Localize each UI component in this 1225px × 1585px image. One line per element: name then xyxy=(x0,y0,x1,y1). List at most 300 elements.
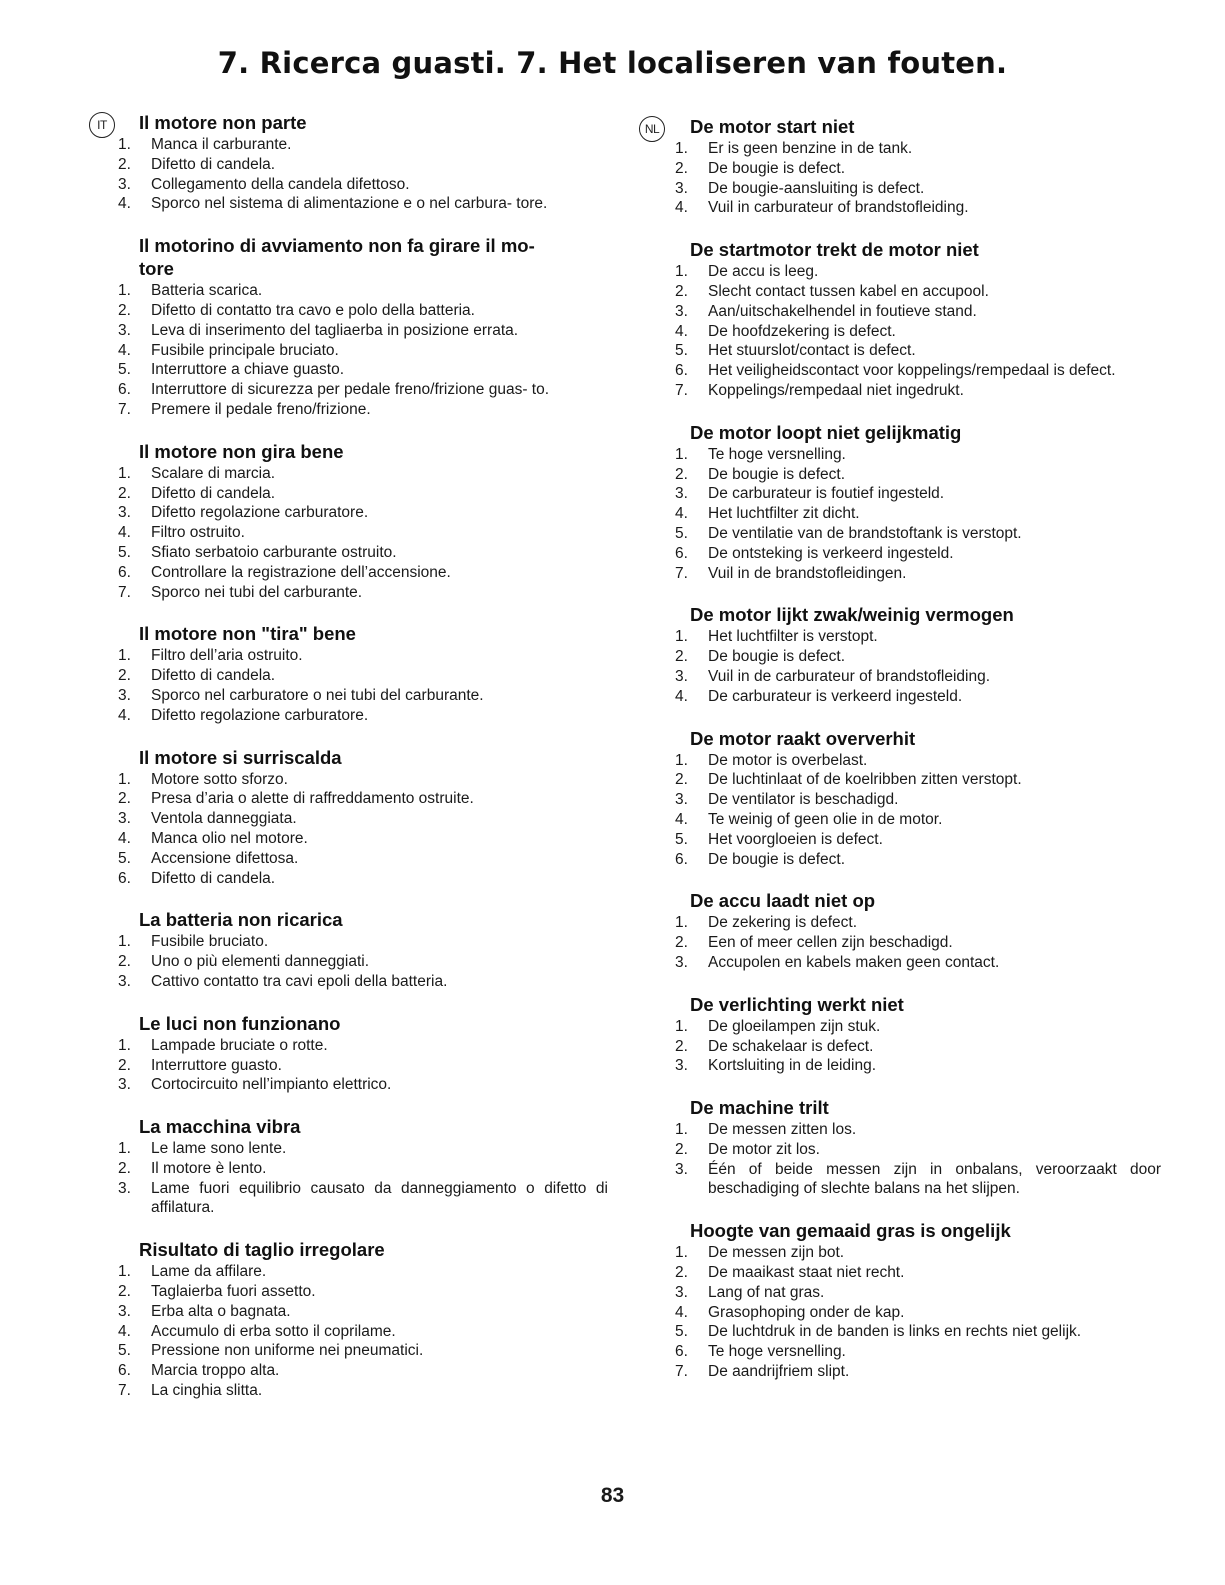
item-text: Cortocircuito nell’impianto elettrico. xyxy=(151,1076,392,1094)
item-text: De bougie is defect. xyxy=(708,648,846,666)
item-text: Lame fuori equilibrio causato da danneggiamento o difetto di affilatura. xyxy=(151,1179,608,1217)
item-number: 6. xyxy=(118,563,131,581)
list-item xyxy=(641,1263,1161,1283)
troubleshooting-section xyxy=(641,993,1161,1076)
item-number: 3. xyxy=(675,179,688,197)
item-text: Difetto di candela. xyxy=(151,155,276,173)
section-heading: De motor lijkt zwak/weinig vermogen xyxy=(690,604,1014,626)
dutch-sections xyxy=(641,115,1161,1382)
list-item xyxy=(98,464,608,484)
item-text: De motor zit los. xyxy=(708,1140,820,1158)
item-number: 5. xyxy=(675,1323,688,1341)
troubleshooting-section xyxy=(641,115,1161,218)
item-text: Accensione difettosa. xyxy=(151,849,299,867)
list-item xyxy=(641,830,1161,850)
language-badge-nl: NL xyxy=(639,116,665,142)
item-text: Il motore è lento. xyxy=(151,1159,267,1177)
item-number: 2. xyxy=(675,648,688,666)
item-text: De schakelaar is defect. xyxy=(708,1037,874,1055)
item-text: De bougie is defect. xyxy=(708,159,846,177)
list-item xyxy=(98,1282,608,1302)
item-text: Uno o più elementi danneggiati. xyxy=(151,953,370,971)
cause-list xyxy=(98,932,608,991)
item-number: 2. xyxy=(118,953,131,971)
list-item xyxy=(641,1017,1161,1037)
list-item xyxy=(98,706,608,726)
list-item xyxy=(98,301,608,321)
item-number: 7. xyxy=(675,1363,688,1381)
item-number: 1. xyxy=(118,770,131,788)
item-text: Het luchtfilter zit dicht. xyxy=(708,505,860,523)
item-text: De messen zijn bot. xyxy=(708,1244,845,1262)
section-heading: Le luci non funzionano xyxy=(139,1012,341,1034)
item-number: 2. xyxy=(118,1283,131,1301)
list-item xyxy=(98,281,608,301)
item-number: 1. xyxy=(675,914,688,932)
item-text: De bougie is defect. xyxy=(708,465,846,483)
item-number: 4. xyxy=(675,810,688,828)
list-item xyxy=(98,1036,608,1056)
item-text: Het luchtfilter is verstopt. xyxy=(708,628,878,646)
item-number: 4. xyxy=(118,341,131,359)
item-number: 3. xyxy=(675,667,688,685)
cause-list xyxy=(98,135,608,214)
troubleshooting-section xyxy=(98,234,608,420)
item-text: Pressione non uniforme nei pneumatici. xyxy=(151,1342,424,1360)
item-text: Presa d’aria o alette di raffreddamento ostruite. xyxy=(151,790,474,808)
item-text: Koppelings/rempedaal niet ingedrukt. xyxy=(708,381,964,399)
list-item xyxy=(98,952,608,972)
list-item xyxy=(641,465,1161,485)
item-number: 1. xyxy=(118,933,131,951)
cause-list xyxy=(98,1262,608,1401)
item-text: Een of meer cellen zijn beschadigd. xyxy=(708,934,953,952)
item-text: Manca il carburante. xyxy=(151,136,292,153)
item-text: Kortsluiting in de leiding. xyxy=(708,1057,877,1075)
item-number: 2. xyxy=(118,301,131,319)
item-text: De messen zitten los. xyxy=(708,1121,857,1139)
section-heading: De motor start niet xyxy=(690,116,855,137)
list-item xyxy=(98,789,608,809)
item-number: 3. xyxy=(118,686,131,704)
list-item xyxy=(98,503,608,523)
item-text: Interruttore di sicurezza per pedale freno/frizione guas- to. xyxy=(151,381,550,399)
item-number: 3. xyxy=(118,972,131,990)
item-text: Batteria scarica. xyxy=(151,282,263,300)
item-number: 5. xyxy=(675,342,688,360)
item-number: 3. xyxy=(675,1283,688,1301)
list-item xyxy=(641,810,1161,830)
cause-list xyxy=(641,1243,1161,1382)
list-item xyxy=(641,770,1161,790)
item-number: 4. xyxy=(118,1322,131,1340)
item-text: Het veiligheidscontact voor koppelings/rempedaal is defect. xyxy=(708,362,1116,380)
item-text: De ventilator is beschadigd. xyxy=(708,791,899,809)
item-text: Het stuurslot/contact is defect. xyxy=(708,342,916,360)
list-item xyxy=(98,849,608,869)
list-item xyxy=(641,302,1161,322)
item-text: De ventilatie van de brandstoftank is verstopt. xyxy=(708,524,1022,542)
troubleshooting-section xyxy=(641,421,1161,584)
section-heading: Il motorino di avviamento non fa girare il mo- tore xyxy=(139,235,535,280)
list-item xyxy=(98,1341,608,1361)
item-number: 5. xyxy=(675,524,688,542)
item-number: 7. xyxy=(675,381,688,399)
item-text: Difetto di candela. xyxy=(151,869,276,887)
item-text: Accumulo di erba sotto il coprilame. xyxy=(151,1322,396,1340)
troubleshooting-section xyxy=(98,908,608,991)
item-number: 5. xyxy=(118,849,131,867)
page-title: 7. Ricerca guasti. 7. Het localiseren van fouten. xyxy=(217,46,1008,80)
list-item xyxy=(641,381,1161,401)
item-text: Fusibile bruciato. xyxy=(151,933,269,951)
troubleshooting-section xyxy=(98,1115,608,1218)
section-heading: De motor loopt niet gelijkmatig xyxy=(690,421,962,443)
list-item xyxy=(98,829,608,849)
list-item xyxy=(98,1302,608,1322)
list-item xyxy=(98,360,608,380)
list-item xyxy=(641,850,1161,870)
troubleshooting-section xyxy=(98,746,608,889)
item-text: Te hoge versnelling. xyxy=(708,1343,846,1361)
section-heading: Il motore non gira bene xyxy=(139,440,344,462)
item-text: Taglaierba fuori assetto. xyxy=(151,1283,316,1301)
dutch-column xyxy=(641,115,1161,1402)
section-heading: De verlichting werkt niet xyxy=(690,993,904,1015)
item-text: Sporco nel carburatore o nei tubi del carburante. xyxy=(151,686,484,704)
list-item xyxy=(98,809,608,829)
list-item xyxy=(641,262,1161,282)
item-text: Slecht contact tussen kabel en accupool. xyxy=(708,282,989,300)
list-item xyxy=(641,687,1161,707)
item-number: 2. xyxy=(675,771,688,789)
list-item xyxy=(641,159,1161,179)
item-text: Ventola danneggiata. xyxy=(151,810,297,828)
item-number: 4. xyxy=(675,1303,688,1321)
item-text: De hoofdzekering is defect. xyxy=(708,322,896,340)
list-item xyxy=(641,341,1161,361)
item-number: 3. xyxy=(118,1302,131,1320)
cause-list xyxy=(641,1017,1161,1076)
item-text: Vuil in de brandstofleidingen. xyxy=(708,564,907,582)
item-text: Sporco nei tubi del carburante. xyxy=(151,583,363,601)
item-text: Interruttore guasto. xyxy=(151,1056,282,1074)
list-item xyxy=(98,341,608,361)
list-item xyxy=(641,361,1161,381)
item-number: 4. xyxy=(118,524,131,542)
cause-list xyxy=(641,139,1161,218)
list-item xyxy=(98,1056,608,1076)
item-text: Filtro ostruito. xyxy=(151,524,245,542)
item-number: 6. xyxy=(675,362,688,380)
item-text: De gloeilampen zijn stuk. xyxy=(708,1017,881,1035)
list-item xyxy=(641,139,1161,159)
troubleshooting-section xyxy=(98,440,608,603)
list-item xyxy=(641,564,1161,584)
list-item xyxy=(641,484,1161,504)
item-number: 4. xyxy=(675,322,688,340)
list-item xyxy=(98,666,608,686)
list-item xyxy=(641,1243,1161,1263)
section-heading: De motor raakt oververhit xyxy=(690,727,916,749)
item-text: De bougie-aansluiting is defect. xyxy=(708,179,925,197)
troubleshooting-section xyxy=(98,111,608,214)
item-number: 3. xyxy=(675,1160,688,1178)
item-number: 3. xyxy=(675,791,688,809)
item-number: 1. xyxy=(118,282,131,300)
item-number: 6. xyxy=(118,869,131,887)
item-text: Leva di inserimento del tagliaerba in posizione errata. xyxy=(151,321,519,339)
cause-list xyxy=(641,627,1161,706)
list-item xyxy=(641,282,1161,302)
list-item xyxy=(641,1056,1161,1076)
list-item xyxy=(641,1037,1161,1057)
item-text: De ontsteking is verkeerd ingesteld. xyxy=(708,544,954,562)
item-number: 3. xyxy=(675,1057,688,1075)
list-item xyxy=(98,543,608,563)
item-number: 6. xyxy=(675,850,688,868)
list-item xyxy=(641,1283,1161,1303)
item-text: De carburateur is foutief ingesteld. xyxy=(708,485,945,503)
item-text: Er is geen benzine in de tank. xyxy=(708,140,913,157)
item-number: 1. xyxy=(675,263,688,281)
list-item xyxy=(641,1362,1161,1382)
item-text: Accupolen en kabels maken geen contact. xyxy=(708,953,1000,971)
item-number: 3. xyxy=(675,302,688,320)
item-text: Vuil in de carburateur of brandstofleiding. xyxy=(708,667,991,685)
item-number: 5. xyxy=(675,830,688,848)
item-number: 2. xyxy=(675,159,688,177)
item-number: 1. xyxy=(118,464,131,482)
item-number: 2. xyxy=(675,465,688,483)
list-item xyxy=(641,322,1161,342)
item-number: 3. xyxy=(675,485,688,503)
section-heading: De machine trilt xyxy=(690,1097,829,1119)
item-text: Controllare la registrazione dell’accensione. xyxy=(151,563,451,581)
item-number: 1. xyxy=(118,1036,131,1054)
list-item xyxy=(98,1179,608,1219)
item-text: Lame da affilare. xyxy=(151,1263,267,1281)
item-text: Motore sotto sforzo. xyxy=(151,770,288,788)
item-number: 5. xyxy=(118,1342,131,1360)
cause-list xyxy=(98,1036,608,1095)
page-number: 83 xyxy=(600,1484,625,1507)
item-number: 1. xyxy=(675,140,688,157)
item-number: 6. xyxy=(118,381,131,399)
section-heading: De accu laadt niet op xyxy=(690,890,876,912)
item-number: 7. xyxy=(675,564,688,582)
item-text: Te hoge versnelling. xyxy=(708,445,846,463)
item-text: Manca olio nel motore. xyxy=(151,829,308,847)
item-number: 2. xyxy=(118,790,131,808)
list-item xyxy=(98,869,608,889)
section-heading: Risultato di taglio irregolare xyxy=(139,1239,385,1261)
item-number: 3. xyxy=(118,175,131,193)
list-item xyxy=(98,175,608,195)
item-text: Aan/uitschakelhendel in foutieve stand. xyxy=(708,302,977,320)
section-heading: De startmotor trekt de motor niet xyxy=(690,239,979,261)
item-number: 2. xyxy=(675,934,688,952)
troubleshooting-section xyxy=(98,622,608,725)
item-number: 1. xyxy=(118,1140,131,1158)
cause-list xyxy=(98,281,608,420)
cause-list xyxy=(98,646,608,725)
item-number: 3. xyxy=(118,1179,131,1197)
cause-list xyxy=(641,445,1161,584)
item-text: Le lame sono lente. xyxy=(151,1140,287,1158)
item-number: 3. xyxy=(118,1076,131,1094)
cause-list xyxy=(641,1120,1161,1199)
list-item xyxy=(641,544,1161,564)
list-item xyxy=(641,504,1161,524)
list-item xyxy=(98,563,608,583)
troubleshooting-section xyxy=(98,1012,608,1095)
item-number: 4. xyxy=(118,195,131,213)
list-item xyxy=(98,155,608,175)
item-number: 2. xyxy=(675,282,688,300)
item-text: Het voorgloeien is defect. xyxy=(708,830,883,848)
cause-list xyxy=(98,1139,608,1218)
list-item xyxy=(641,953,1161,973)
language-badge-it: IT xyxy=(89,112,115,138)
item-text: De zekering is defect. xyxy=(708,914,858,932)
list-item xyxy=(98,380,608,400)
list-item xyxy=(641,1303,1161,1323)
item-text: Te weinig of geen olie in de motor. xyxy=(708,810,943,828)
list-item xyxy=(641,790,1161,810)
item-number: 6. xyxy=(675,1343,688,1361)
item-text: Marcia troppo alta. xyxy=(151,1362,280,1380)
item-number: 1. xyxy=(118,1263,131,1281)
item-text: Één of beide messen zijn in onbalans, veroorzaakt door beschadiging of slechte balans na het slijpen. xyxy=(708,1160,1161,1198)
list-item xyxy=(641,179,1161,199)
item-text: Collegamento della candela difettoso. xyxy=(151,175,410,193)
item-text: Cattivo contatto tra cavi epoli della batteria. xyxy=(151,972,448,990)
troubleshooting-section xyxy=(641,727,1161,870)
item-text: Scalare di marcia. xyxy=(151,464,276,482)
item-number: 4. xyxy=(118,829,131,847)
list-item xyxy=(98,135,608,155)
item-number: 2. xyxy=(118,484,131,502)
item-text: Difetto di candela. xyxy=(151,667,276,685)
item-text: Vuil in carburateur of brandstofleiding. xyxy=(708,199,969,217)
item-text: De maaikast staat niet recht. xyxy=(708,1264,905,1282)
list-item xyxy=(641,1322,1161,1342)
item-number: 2. xyxy=(118,155,131,173)
item-text: Fusibile principale bruciato. xyxy=(151,341,339,359)
list-item xyxy=(641,647,1161,667)
item-number: 2. xyxy=(675,1037,688,1055)
item-number: 3. xyxy=(118,321,131,339)
item-text: Lang of nat gras. xyxy=(708,1283,825,1301)
list-item xyxy=(641,1140,1161,1160)
item-text: La cinghia slitta. xyxy=(151,1382,263,1400)
troubleshooting-section xyxy=(98,1238,608,1401)
item-number: 5. xyxy=(118,361,131,379)
item-text: Difetto di contatto tra cavo e polo della batteria. xyxy=(151,301,475,319)
cause-list xyxy=(641,262,1161,401)
list-item xyxy=(98,932,608,952)
italian-column xyxy=(98,111,608,1421)
cause-list xyxy=(641,751,1161,870)
item-number: 2. xyxy=(675,1264,688,1282)
list-item xyxy=(98,1159,608,1179)
item-number: 1. xyxy=(675,445,688,463)
list-item xyxy=(98,400,608,420)
item-text: De accu is leeg. xyxy=(708,263,819,281)
section-heading: Il motore non parte xyxy=(139,112,307,133)
list-item xyxy=(98,1381,608,1401)
item-number: 1. xyxy=(675,1244,688,1262)
item-number: 3. xyxy=(118,810,131,828)
list-item xyxy=(98,972,608,992)
list-item xyxy=(641,445,1161,465)
item-text: Grasophoping onder de kap. xyxy=(708,1303,905,1321)
italian-sections xyxy=(98,111,608,1401)
list-item xyxy=(641,913,1161,933)
list-item xyxy=(98,523,608,543)
list-item xyxy=(98,1262,608,1282)
cause-list xyxy=(641,913,1161,972)
item-text: Interruttore a chiave guasto. xyxy=(151,361,345,379)
list-item xyxy=(641,1120,1161,1140)
item-text: Premere il pedale freno/frizione. xyxy=(151,400,371,418)
list-item xyxy=(98,194,608,214)
item-number: 2. xyxy=(118,667,131,685)
item-number: 2. xyxy=(118,1056,131,1074)
list-item xyxy=(641,524,1161,544)
cause-list xyxy=(98,464,608,603)
section-heading: Il motore non "tira" bene xyxy=(139,623,356,645)
item-number: 4. xyxy=(675,199,688,217)
list-item xyxy=(641,933,1161,953)
item-text: De bougie is defect. xyxy=(708,850,846,868)
item-number: 2. xyxy=(118,1159,131,1177)
troubleshooting-section xyxy=(641,1096,1161,1199)
list-item xyxy=(641,627,1161,647)
item-number: 7. xyxy=(118,583,131,601)
item-text: Sfiato serbatoio carburante ostruito. xyxy=(151,543,397,561)
list-item xyxy=(98,1361,608,1381)
item-number: 5. xyxy=(118,543,131,561)
item-text: Difetto di candela. xyxy=(151,484,276,502)
item-text: De aandrijfriem slipt. xyxy=(708,1363,850,1381)
list-item xyxy=(641,198,1161,218)
item-text: De motor is overbelast. xyxy=(708,751,868,769)
item-text: Erba alta o bagnata. xyxy=(151,1302,291,1320)
item-number: 6. xyxy=(675,544,688,562)
troubleshooting-section xyxy=(641,1219,1161,1382)
item-text: Lampade bruciate o rotte. xyxy=(151,1036,328,1054)
list-item xyxy=(98,686,608,706)
item-number: 2. xyxy=(675,1140,688,1158)
item-number: 3. xyxy=(675,953,688,971)
item-text: Sporco nel sistema di alimentazione e o nel carbura- tore. xyxy=(151,195,548,213)
item-text: De luchtdruk in de banden is links en rechts niet gelijk. xyxy=(708,1323,1082,1341)
section-heading: Il motore si surriscalda xyxy=(139,746,342,768)
list-item xyxy=(641,667,1161,687)
item-text: De carburateur is verkeerd ingesteld. xyxy=(708,687,963,705)
item-number: 1. xyxy=(675,628,688,646)
list-item xyxy=(98,1139,608,1159)
list-item xyxy=(98,770,608,790)
troubleshooting-section xyxy=(641,889,1161,972)
list-item xyxy=(98,646,608,666)
troubleshooting-section xyxy=(641,238,1161,401)
item-number: 3. xyxy=(118,504,131,522)
item-number: 1. xyxy=(675,751,688,769)
item-number: 7. xyxy=(118,400,131,418)
